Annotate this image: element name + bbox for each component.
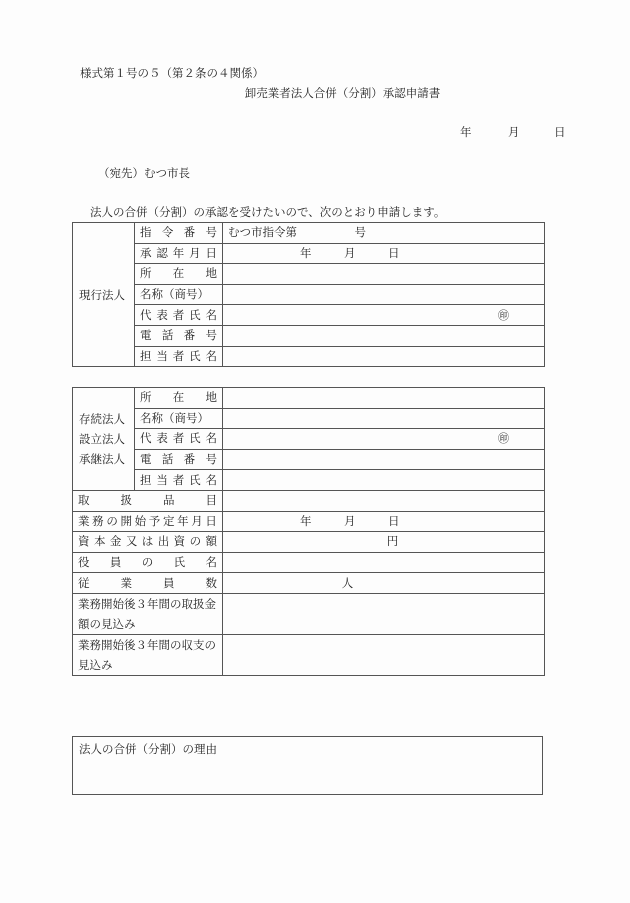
table-row (73, 264, 545, 285)
items-handled-field[interactable] (223, 490, 545, 511)
capital-amount-label-text: 資 本 金 又 は 出 資 の 額 (78, 534, 217, 549)
row-value-field[interactable] (223, 243, 545, 264)
employee-count-field[interactable] (223, 573, 545, 594)
officer-names-field[interactable] (223, 552, 545, 573)
row-value-field[interactable] (223, 325, 545, 346)
income-forecast-label (73, 634, 223, 675)
capital-amount-unit: 円 (386, 534, 399, 549)
row-label-text: 名称（商号） (140, 410, 209, 425)
employee-count-label (73, 573, 223, 594)
row-value-field[interactable] (223, 305, 545, 326)
row-label-text: 所 在 地 (140, 266, 217, 281)
row-label-text: 所 在 地 (140, 390, 217, 405)
new-corporation-table (72, 387, 545, 676)
row-value-field[interactable]: むつ市指令第 号 (223, 223, 545, 244)
row-label-text: 指 令 番 号 (140, 225, 217, 240)
employee-count-unit: 人 (341, 575, 354, 590)
table-row (73, 243, 545, 264)
date-day: 日 (388, 245, 400, 260)
transaction-forecast-field[interactable] (223, 593, 545, 634)
row-label (135, 429, 223, 450)
items-handled-label-text: 取 扱 品 目 (78, 493, 217, 508)
row-value-field[interactable] (223, 346, 545, 367)
new-corp-group-label: 存続法人 設立法人 承継法人 (73, 388, 135, 491)
business-start-date-label-text: 業 務 の 開 始 予 定 年 月 日 (78, 513, 217, 528)
table-row-business-start-date (73, 511, 545, 532)
table-row-income-forecast (73, 634, 545, 675)
table-row (73, 388, 545, 409)
row-label-text: 代 表 者 氏 名 (140, 431, 217, 446)
table-row-items-handled (73, 490, 545, 511)
row-label-text: 代 表 者 氏 名 (140, 307, 217, 322)
date-year: 年 (300, 513, 312, 528)
transaction-forecast-label-text: 業務開始後３年間の取扱金額の見込み (78, 596, 216, 631)
merger-reason-label: 法人の合併（分割）の理由 (79, 742, 217, 756)
employee-count-label-text: 従 業 員 数 (78, 575, 217, 590)
officer-names-label-text: 役 員 の 氏 名 (78, 555, 217, 570)
row-label (135, 305, 223, 326)
capital-amount-label (73, 532, 223, 553)
date-year: 年 (300, 245, 312, 260)
document-title: 卸売業者法人合併（分割）承認申請書 (244, 86, 441, 100)
capital-amount-field[interactable] (223, 532, 545, 553)
date-day: 日 (388, 513, 400, 528)
current-corp-group-label: 現行法人 (73, 223, 135, 367)
row-label (135, 449, 223, 470)
form-number: 様式第１号の５（第２条の４関係） (80, 66, 264, 80)
row-value-field[interactable] (223, 408, 545, 429)
row-label (135, 325, 223, 346)
addressee: （宛先）むつ市長 (98, 166, 190, 180)
date-month: 月 (344, 513, 356, 528)
seal-icon: ㊞ (498, 308, 509, 322)
row-value-field[interactable] (223, 264, 545, 285)
row-label-text: 電 話 番 号 (140, 452, 217, 467)
row-label (135, 264, 223, 285)
row-label-text: 担 当 者 氏 名 (140, 472, 217, 487)
items-handled-label (73, 490, 223, 511)
table-row (73, 223, 545, 244)
row-value-field[interactable] (223, 470, 545, 491)
row-label (135, 470, 223, 491)
row-label (135, 223, 223, 244)
income-forecast-field[interactable] (223, 634, 545, 675)
intro-text: 法人の合併（分割）の承認を受けたいので、次のとおり申請します。 (90, 205, 446, 219)
row-label-text: 電 話 番 号 (140, 328, 217, 343)
table-row (73, 305, 545, 326)
table-row (73, 346, 545, 367)
row-label (135, 408, 223, 429)
seal-icon: ㊞ (498, 432, 509, 446)
application-date (460, 124, 566, 140)
date-month: 月 (508, 125, 520, 139)
table-row (73, 325, 545, 346)
row-label (135, 243, 223, 264)
date-day: 日 (554, 125, 566, 139)
business-start-date-label (73, 511, 223, 532)
table-row (73, 408, 545, 429)
transaction-forecast-label (73, 593, 223, 634)
row-value-field[interactable] (223, 284, 545, 305)
table-row-transaction-forecast (73, 593, 545, 634)
table-row-employee-count (73, 573, 545, 594)
table-row-officer-names (73, 552, 545, 573)
table-row (73, 429, 545, 450)
row-value-field[interactable] (223, 429, 545, 450)
officer-names-label (73, 552, 223, 573)
row-label (135, 388, 223, 409)
table-row (73, 449, 545, 470)
row-label-text: 承 認 年 月 日 (140, 245, 217, 260)
date-year: 年 (460, 125, 472, 139)
row-value-field[interactable] (223, 449, 545, 470)
business-start-date-field[interactable] (223, 511, 545, 532)
row-label-text: 担 当 者 氏 名 (140, 348, 217, 363)
merger-reason-field[interactable] (72, 736, 543, 795)
income-forecast-label-text: 業務開始後３年間の収支の見込み (78, 637, 216, 672)
table-row-capital-amount (73, 532, 545, 553)
date-month: 月 (344, 245, 356, 260)
table-row (73, 284, 545, 305)
row-label-text: 名称（商号） (140, 287, 209, 302)
row-label (135, 284, 223, 305)
table-row (73, 470, 545, 491)
current-corporation-table (72, 222, 545, 367)
row-value-field[interactable] (223, 388, 545, 409)
row-label (135, 346, 223, 367)
